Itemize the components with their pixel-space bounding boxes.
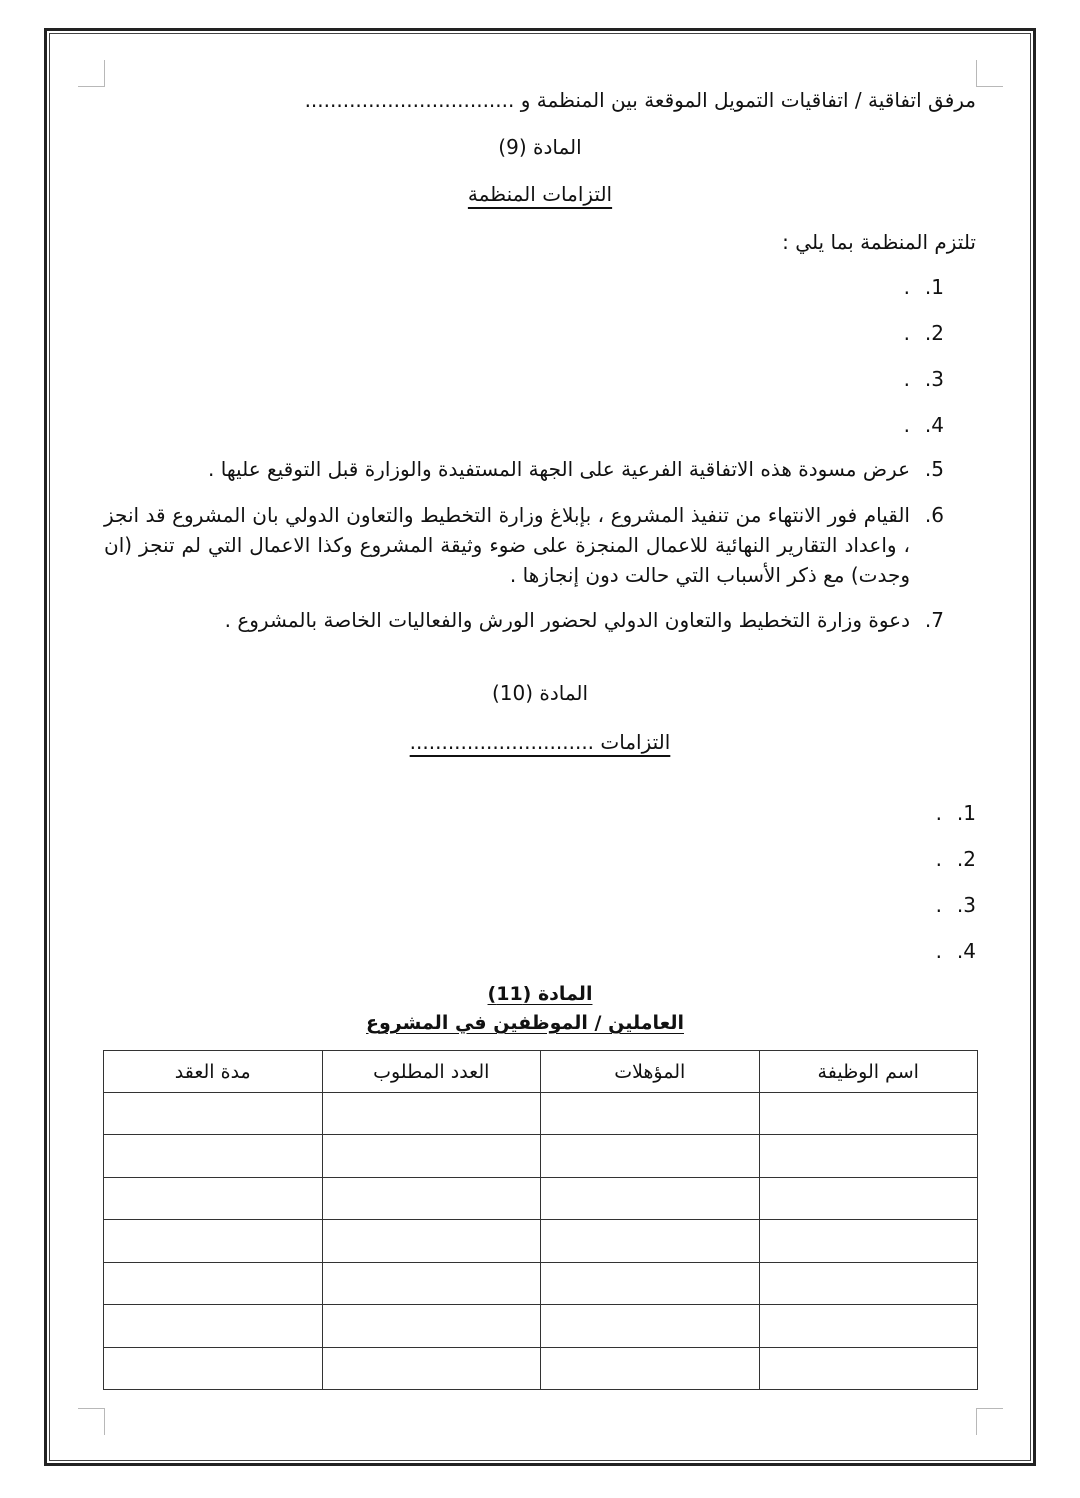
article-11-subtitle: العاملين / الموظفين في المشروع bbox=[366, 1012, 684, 1034]
table-cell[interactable] bbox=[104, 1135, 323, 1177]
staff-table-body bbox=[104, 1093, 978, 1390]
table-cell[interactable] bbox=[759, 1220, 978, 1262]
table-cell[interactable] bbox=[759, 1347, 978, 1389]
list-item: .2 . bbox=[935, 847, 976, 871]
table-cell[interactable] bbox=[541, 1305, 760, 1347]
list-item: .1 . bbox=[935, 801, 976, 825]
table-cell[interactable] bbox=[541, 1347, 760, 1389]
list-item: .5 عرض مسودة هذه الاتفاقية الفرعية على الجهة المستفيدة والوزارة قبل التوقيع عليها . bbox=[208, 457, 944, 481]
list-item: .4 . bbox=[935, 939, 976, 963]
table-cell[interactable] bbox=[541, 1220, 760, 1262]
table-cell[interactable] bbox=[322, 1093, 541, 1135]
table-cell[interactable] bbox=[322, 1220, 541, 1262]
list-item: .6 القيام فور الانتهاء من تنفيذ المشروع ، بإبلاغ وزارة التخطيط والتعاون الدولي بان المشروع قد انجز ، واعداد التقارير النهائية للاعمال المنجزة على ضوء وثيقة المشروع وكذا الاعمال التي لم تنجز (ان وجدت) مع ذكر الأسباب التي حالت دون إنجازها . bbox=[104, 503, 944, 587]
column-header-qualifications: المؤهلات bbox=[541, 1051, 760, 1093]
table-row bbox=[104, 1177, 978, 1219]
table-cell[interactable] bbox=[322, 1262, 541, 1304]
table-cell[interactable] bbox=[104, 1177, 323, 1219]
article-9-subtitle: التزامات المنظمة bbox=[467, 182, 613, 206]
table-cell[interactable] bbox=[322, 1177, 541, 1219]
table-cell[interactable] bbox=[104, 1220, 323, 1262]
list-item: .3 . bbox=[903, 367, 944, 391]
column-header-contract-duration: مدة العقد bbox=[104, 1051, 323, 1093]
table-cell[interactable] bbox=[104, 1093, 323, 1135]
table-row bbox=[104, 1135, 978, 1177]
table-cell[interactable] bbox=[104, 1305, 323, 1347]
table-row bbox=[104, 1347, 978, 1389]
crop-mark-bottom-right bbox=[976, 1408, 1003, 1435]
table-cell[interactable] bbox=[759, 1262, 978, 1304]
table-row bbox=[104, 1093, 978, 1135]
staff-table bbox=[103, 1050, 978, 1390]
crop-mark-top-right bbox=[976, 60, 1003, 87]
article-9-intro: تلتزم المنظمة بما يلي : bbox=[782, 230, 976, 254]
list-item: .2 . bbox=[903, 321, 944, 345]
table-cell[interactable] bbox=[322, 1135, 541, 1177]
list-item: .4 . bbox=[903, 413, 944, 437]
column-header-job-title: اسم الوظيفة bbox=[759, 1051, 978, 1093]
column-header-required-count: العدد المطلوب bbox=[322, 1051, 541, 1093]
table-row bbox=[104, 1262, 978, 1304]
table-cell[interactable] bbox=[541, 1262, 760, 1304]
article-10-title: المادة (10) bbox=[491, 681, 589, 705]
document-header: مرفق اتفاقية / اتفاقيات التمويل الموقعة بين المنظمة و ................................. bbox=[304, 88, 976, 112]
table-cell[interactable] bbox=[759, 1177, 978, 1219]
list-item: .3 . bbox=[935, 893, 976, 917]
table-cell[interactable] bbox=[322, 1305, 541, 1347]
table-cell[interactable] bbox=[104, 1262, 323, 1304]
table-cell[interactable] bbox=[759, 1305, 978, 1347]
table-cell[interactable] bbox=[541, 1093, 760, 1135]
list-item: .1 . bbox=[903, 275, 944, 299]
table-cell[interactable] bbox=[759, 1093, 978, 1135]
table-row bbox=[104, 1305, 978, 1347]
crop-mark-top-left bbox=[78, 60, 105, 87]
table-row bbox=[104, 1220, 978, 1262]
table-cell[interactable] bbox=[759, 1135, 978, 1177]
article-11-title: المادة (11) bbox=[487, 983, 593, 1005]
table-cell[interactable] bbox=[541, 1177, 760, 1219]
table-cell[interactable] bbox=[104, 1347, 323, 1389]
list-item: .7 دعوة وزارة التخطيط والتعاون الدولي لحضور الورش والفعاليات الخاصة بالمشروع . bbox=[224, 608, 944, 632]
table-cell[interactable] bbox=[322, 1347, 541, 1389]
table-cell[interactable] bbox=[541, 1135, 760, 1177]
table-header-row bbox=[104, 1051, 978, 1093]
crop-mark-bottom-left bbox=[78, 1408, 105, 1435]
article-9-title: المادة (9) bbox=[498, 135, 582, 159]
article-10-subtitle: التزامات ............................. bbox=[409, 730, 671, 754]
